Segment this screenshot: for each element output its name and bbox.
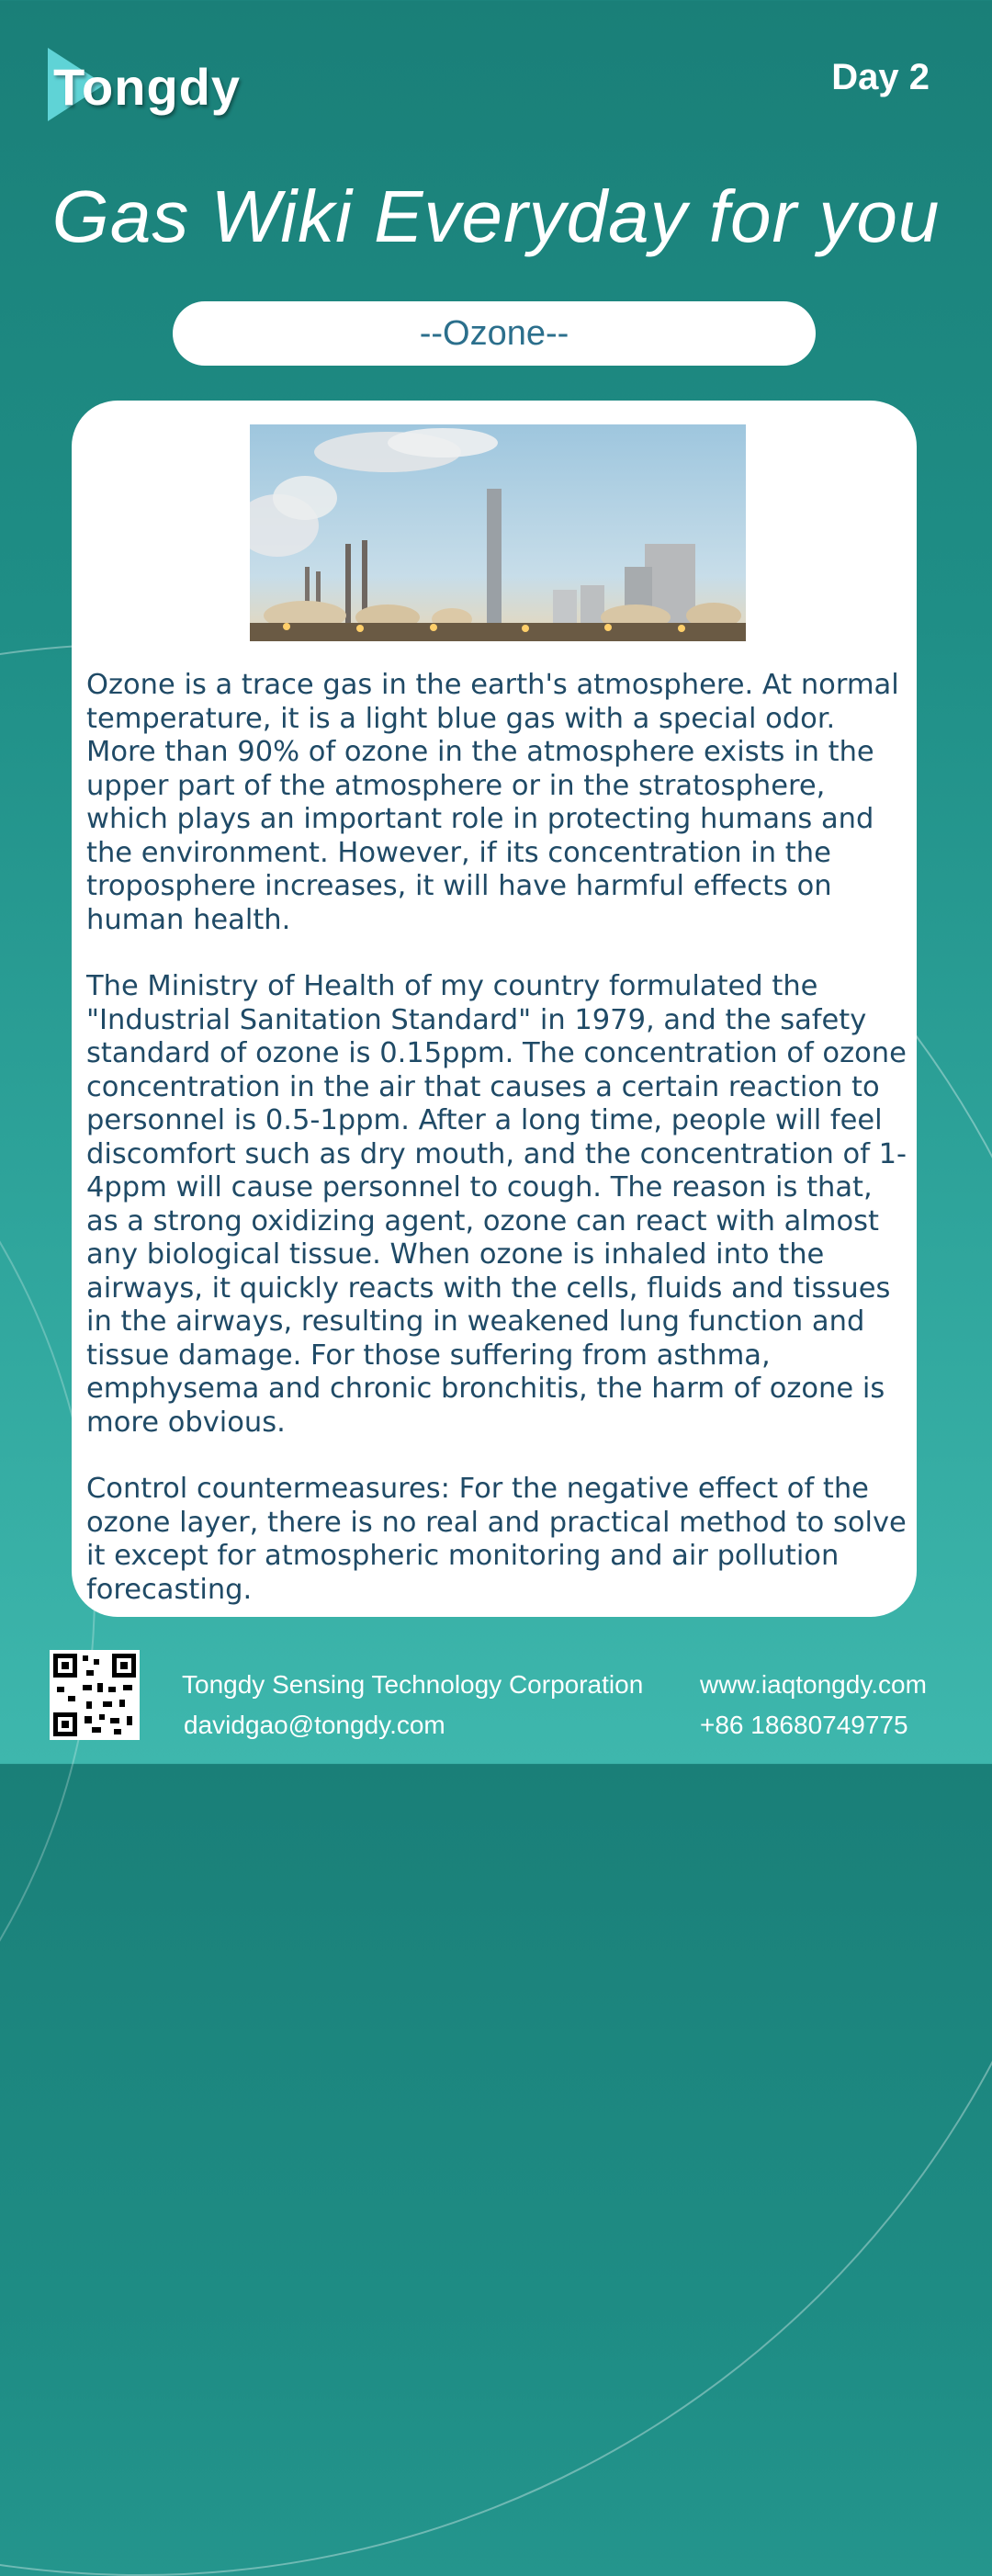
topic-title: --Ozone-- bbox=[173, 301, 816, 366]
website-link[interactable]: www.iaqtongdy.com bbox=[700, 1670, 927, 1699]
day-label: Day 2 bbox=[831, 57, 930, 97]
article-paragraph: Ozone is a trace gas in the earth's atmosphere. At normal temperature, it is a light blue gas with a special odor. More than 90% of ozone in the atmosphere exists in the upper part of the atmosphere or in the stratosphere, which plays an important role in protecting humans and the environment. However, if its concentration in the troposphere increases, it will have harmful effects on human health. bbox=[86, 669, 899, 936]
article-paragraph: The Ministry of Health of my country formulated the "Industrial Sanitation Standard" in 1979, and the safety standard of ozone is 0.15ppm. The concentration of ozone concentration in the air that causes a certain reaction to personnel is 0.5-1ppm. After a long time, people will feel discomfort such as dry mouth, and the concentration of 1-4ppm will cause personnel to cough. The reason is that, as a strong oxidizing agent, ozone can react with almost any biological tissue. When ozone is inhaled into the airways, it quickly reacts with the cells, fluids and tissues in the airways, resulting in weakened lung function and tissue damage. For those suffering from asthma, emphysema and chronic bronchitis, the harm of ozone is more obvious. bbox=[86, 970, 907, 1439]
email-link[interactable]: davidgao@tongdy.com bbox=[184, 1711, 445, 1739]
qr-code-icon bbox=[50, 1650, 140, 1740]
article-paragraph: Control countermeasures: For the negative effect of the ozone layer, there is no real and practical method to solve it except for atmospheric monitoring and air pollution forecasting. bbox=[86, 1473, 907, 1606]
tongdy-logo bbox=[48, 44, 268, 127]
phone-number: +86 18680749775 bbox=[700, 1711, 908, 1739]
article-card bbox=[72, 401, 917, 1617]
company-name: Tongdy Sensing Technology Corporation bbox=[182, 1670, 644, 1699]
factory-photo bbox=[250, 424, 746, 641]
logo-text: Tongdy bbox=[53, 58, 242, 116]
page-headline: Gas Wiki Everyday for you bbox=[51, 175, 941, 257]
article-body bbox=[86, 669, 909, 1640]
